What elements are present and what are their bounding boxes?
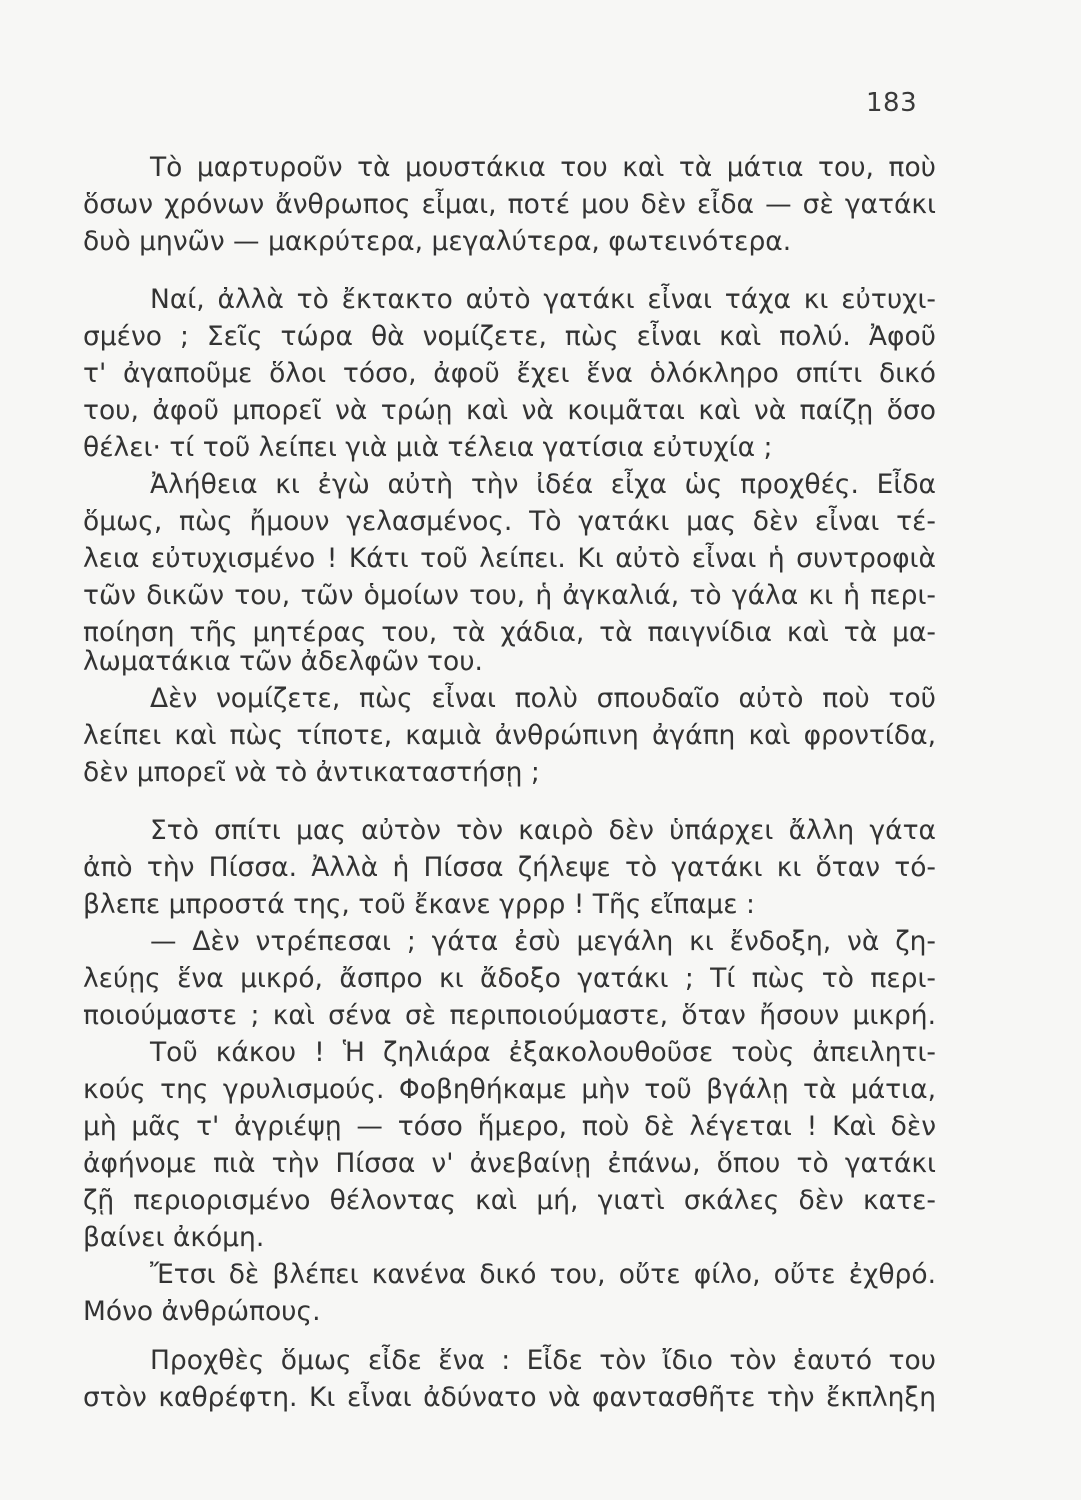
- text-line: ὅμως, πὼς ἤμουν γελασμένος. Τὸ γατάκι μας δὲν εἶναι τέ-: [83, 506, 936, 537]
- text-line: βλεπε μπροστά της, τοῦ ἔκανε γρρρ ! Τῆς εἴπαμε :: [83, 889, 755, 920]
- text-line: ζῇ περιορισμένο θέλοντας καὶ μή, γιατὶ σκάλες δὲν κατε-: [83, 1185, 936, 1216]
- text-line: Τὸ μαρτυροῦν τὰ μουστάκια του καὶ τὰ μάτια του, ποὺ: [150, 152, 936, 183]
- text-line: Προχθὲς ὅμως εἶδε ἕνα : Εἶδε τὸν ἴδιο τὸν ἑαυτό του: [150, 1345, 936, 1376]
- text-line: σμένο ; Σεῖς τώρα θὰ νομίζετε, πὼς εἶναι καὶ πολύ. Ἀφοῦ: [83, 321, 936, 352]
- text-line: δυὸ μηνῶν — μακρύτερα, μεγαλύτερα, φωτεινότερα.: [83, 226, 792, 257]
- text-line: — Δὲν ντρέπεσαι ; γάτα ἐσὺ μεγάλη κι ἔνδοξη, νὰ ζη-: [150, 926, 936, 957]
- text-line: τῶν δικῶν του, τῶν ὁμοίων του, ἡ ἀγκαλιά, τὸ γάλα κι ἡ περι-: [83, 580, 936, 611]
- text-line: κούς της γρυλισμούς. Φοβηθήκαμε μὴν τοῦ βγάλῃ τὰ μάτια,: [83, 1074, 936, 1105]
- text-line: ποιούμαστε ; καὶ σένα σὲ περιποιούμαστε, ὅταν ἤσουν μικρή.: [83, 1000, 936, 1031]
- text-line: του, ἀφοῦ μπορεῖ νὰ τρώῃ καὶ νὰ κοιμᾶται καὶ νὰ παίζῃ ὅσο: [83, 395, 936, 426]
- text-line: λεια εὐτυχισμένο ! Κάτι τοῦ λείπει. Κι αὐτὸ εἶναι ἡ συντροφιὰ: [83, 543, 936, 574]
- text-line: τ' ἀγαποῦμε ὅλοι τόσο, ἀφοῦ ἔχει ἕνα ὁλόκληρο σπίτι δικό: [83, 358, 936, 389]
- text-line: λεύῃς ἕνα μικρό, ἄσπρο κι ἄδοξο γατάκι ; Τί πὼς τὸ περι-: [83, 963, 936, 994]
- text-line: Στὸ σπίτι μας αὐτὸν τὸν καιρὸ δὲν ὑπάρχει ἄλλη γάτα: [150, 815, 936, 846]
- text-line: ἀφήνομε πιὰ τὴν Πίσσα ν' ἀνεβαίνῃ ἐπάνω, ὅπου τὸ γατάκι: [83, 1148, 936, 1179]
- text-line: μὴ μᾶς τ' ἀγριέψῃ — τόσο ἥμερο, ποὺ δὲ λέγεται ! Καὶ δὲν: [83, 1111, 936, 1142]
- text-line: Τοῦ κάκου ! Ἡ ζηλιάρα ἐξακολουθοῦσε τοὺς ἀπειλητι-: [150, 1037, 936, 1068]
- text-line: Δὲν νομίζετε, πὼς εἶναι πολὺ σπουδαῖο αὐτὸ ποὺ τοῦ: [150, 683, 936, 714]
- text-line: βαίνει ἀκόμη.: [83, 1222, 265, 1253]
- text-line: ἀπὸ τὴν Πίσσα. Ἀλλὰ ἡ Πίσσα ζήλεψε τὸ γατάκι κι ὅταν τό-: [83, 852, 936, 883]
- page-number: 183: [866, 88, 918, 118]
- text-line: δὲν μπορεῖ νὰ τὸ ἀντικαταστήσῃ ;: [83, 757, 540, 788]
- text-line: θέλει· τί τοῦ λείπει γιὰ μιὰ τέλεια γατίσια εὐτυχία ;: [83, 432, 773, 463]
- text-line: λωματάκια τῶν ἀδελφῶν του.: [83, 646, 483, 677]
- text-line: Ἔτσι δὲ βλέπει κανένα δικό του, οὔτε φίλο, οὔτε ἐχθρό.: [150, 1259, 936, 1290]
- text-line: Ναί, ἀλλὰ τὸ ἔκτακτο αὐτὸ γατάκι εἶναι τάχα κι εὐτυχι-: [150, 284, 936, 315]
- text-line: Ἀλήθεια κι ἐγὼ αὐτὴ τὴν ἰδέα εἶχα ὡς προχθές. Εἶδα: [150, 469, 936, 500]
- text-line: ὅσων χρόνων ἄνθρωπος εἶμαι, ποτέ μου δὲν εἶδα — σὲ γατάκι: [83, 189, 936, 220]
- text-line: Μόνο ἀνθρώπους.: [83, 1296, 321, 1327]
- text-line: στὸν καθρέφτη. Κι εἶναι ἀδύνατο νὰ φαντασθῆτε τὴν ἔκπληξη: [83, 1382, 936, 1413]
- text-line: λείπει καὶ πὼς τίποτε, καμιὰ ἀνθρώπινη ἀγάπη καὶ φροντίδα,: [83, 720, 936, 751]
- text-line: ποίηση τῆς μητέρας του, τὰ χάδια, τὰ παιγνίδια καὶ τὰ μα-: [83, 617, 936, 648]
